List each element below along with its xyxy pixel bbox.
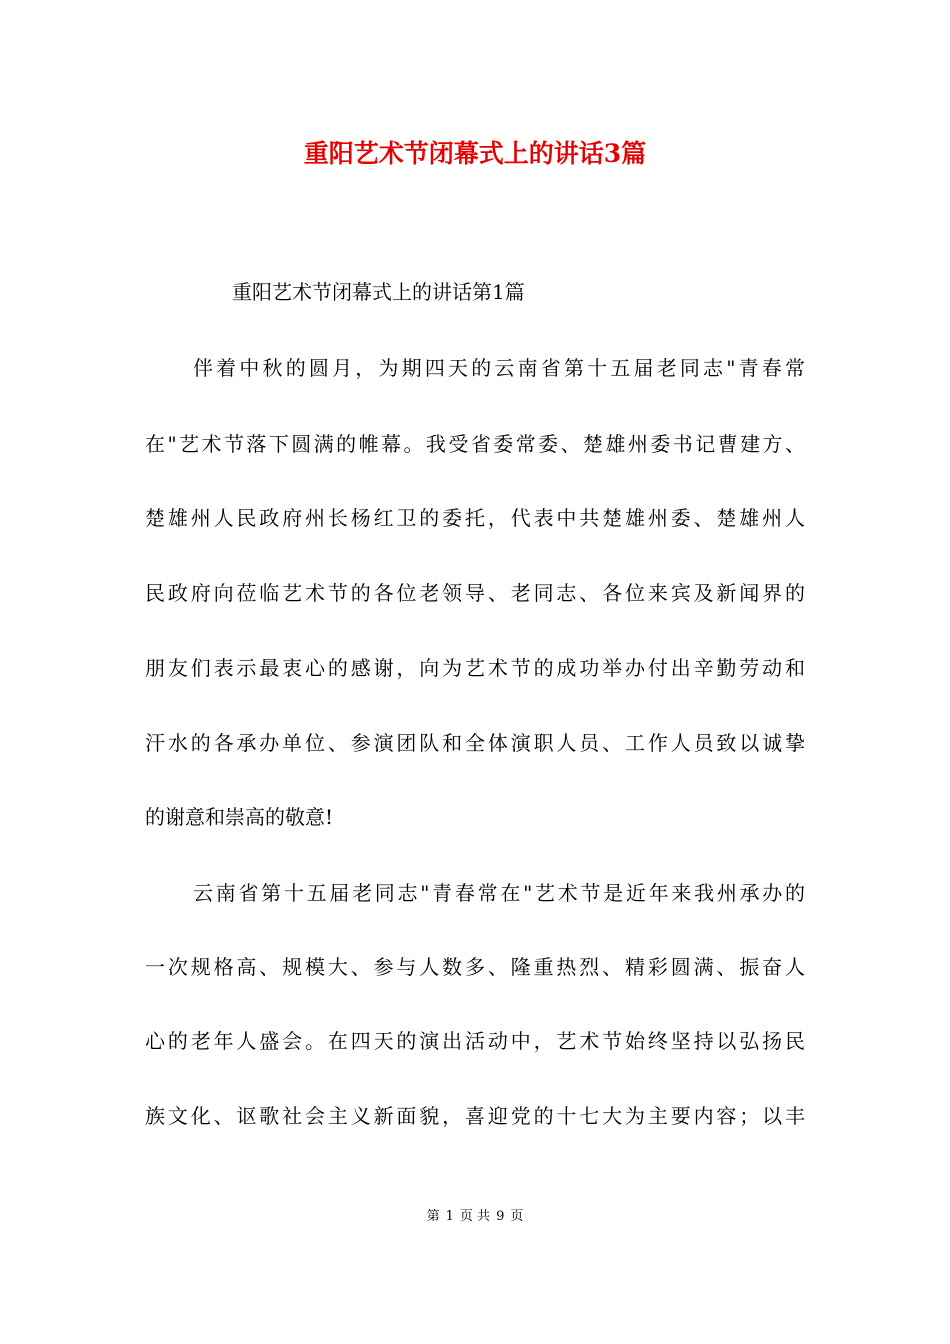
document-title: 重阳艺术节闭幕式上的讲话3篇	[303, 139, 647, 168]
paragraph-line: 的谢意和崇高的敬意!	[145, 805, 334, 829]
paragraph-line: 在"艺术节落下圆满的帷幕。我受省委常委、楚雄州委书记曹建方、	[145, 432, 805, 456]
footer-prefix: 第	[426, 1209, 440, 1224]
paragraph-line: 楚雄州人民政府州长杨红卫的委托，代表中共楚雄州委、楚雄州人	[145, 506, 805, 530]
paragraph-line: 朋友们表示最衷心的感谢，向为艺术节的成功举办付出辛勤劳动和	[145, 656, 805, 680]
paragraph-line: 云南省第十五届老同志"青春常在"艺术节是近年来我州承办的	[193, 881, 805, 905]
page-number-footer	[0, 1207, 950, 1227]
section-heading: 重阳艺术节闭幕式上的讲话第1篇	[232, 280, 525, 304]
paragraph-line: 族文化、讴歌社会主义新面貌，喜迎党的十七大为主要内容；以丰	[145, 1104, 805, 1128]
paragraph-line: 伴着中秋的圆月，为期四天的云南省第十五届老同志"青春常	[193, 356, 805, 380]
paragraph-line: 心的老年人盛会。在四天的演出活动中，艺术节始终坚持以弘扬民	[145, 1029, 805, 1053]
current-page-number: 1	[445, 1209, 454, 1224]
footer-suffix: 页	[510, 1209, 524, 1224]
total-pages: 9	[496, 1209, 505, 1224]
paragraph-line: 民政府向莅临艺术节的各位老领导、老同志、各位来宾及新闻界的	[145, 581, 805, 605]
footer-mid: 页 共	[459, 1209, 491, 1224]
paragraph-line: 一次规格高、规模大、参与人数多、隆重热烈、精彩圆满、振奋人	[145, 955, 805, 979]
paragraph-line: 汗水的各承办单位、参演团队和全体演职人员、工作人员致以诚挚	[145, 731, 805, 755]
